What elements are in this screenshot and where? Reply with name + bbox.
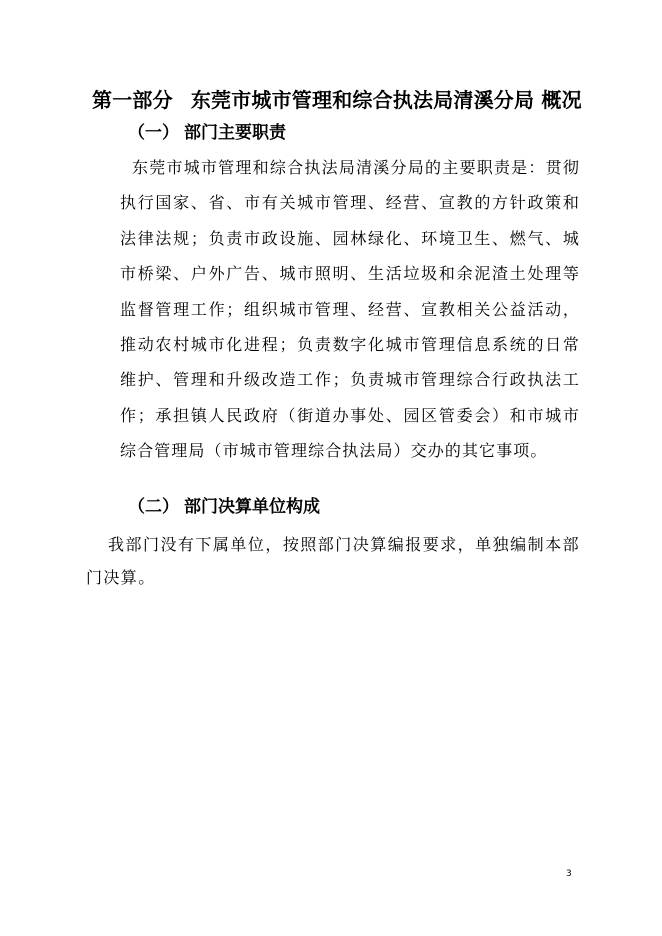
section-title: 部门决算单位构成 <box>184 497 320 517</box>
section-title: 部门主要职责 <box>184 123 286 143</box>
duties-paragraph: 东莞市城市管理和综合执法局清溪分局的主要职责是：贯彻执行国家、省、市有关城市管理、经营、宣教的方针政策和法律法规；负责市政设施、园林绿化、环境卫生、燃气、城市桥梁、户外广告、城市照明、生活垃圾和余泥渣土处理等监督管理工作；组织城市管理、经营、宣教相关公益活动，推动农村城市化进程；负责数字化城市管理信息系统的日常维护、管理和升级改造工作；负责城市管理综合行政执法工作；承担镇人民政府（街道办事处、园区管委会）和市城市综合管理局（市城市管理综合执法局）交办的其它事项。 <box>120 158 580 461</box>
units-paragraph: 我部门没有下属单位，按照部门决算编报要求，单独编制本部门决算。 <box>86 535 580 587</box>
section-number: （二） <box>128 497 179 517</box>
page-number: 3 <box>566 869 572 879</box>
section-heading-units <box>128 495 320 519</box>
organization-name: 东莞市城市管理和综合执法局清溪分局 概况 <box>190 88 582 112</box>
section-heading-duties <box>128 121 286 145</box>
section-number: （一） <box>128 123 179 143</box>
part-label: 第一部分 <box>92 88 173 112</box>
part-title <box>92 86 592 114</box>
